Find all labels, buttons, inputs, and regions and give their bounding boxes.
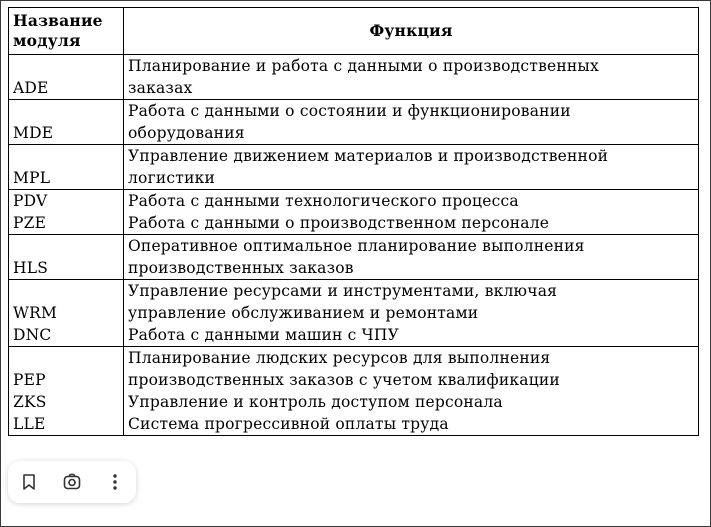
module-name: ZKS: [13, 393, 47, 411]
module-function-line: заказах: [128, 79, 193, 97]
module-name-cell: [9, 100, 124, 145]
header-module-name-line1: Название: [13, 11, 103, 30]
module-function-line: производственных заказов с учетом квалификации: [128, 371, 560, 389]
module-function-cell: [124, 100, 699, 145]
header-function: Функция: [124, 8, 699, 55]
module-name-cell: [9, 190, 124, 235]
lens-search-button[interactable]: [56, 466, 88, 498]
module-name: PZE: [13, 214, 47, 232]
more-options-button[interactable]: [99, 466, 131, 498]
module-name-cell: [9, 235, 124, 280]
module-function-line: Управление и контроль доступом персонала: [128, 393, 503, 411]
table-body: [9, 55, 699, 436]
module-name: ADE: [13, 79, 49, 97]
table-row: [9, 55, 699, 100]
module-function-cell: [124, 347, 699, 436]
module-function-line: логистики: [128, 169, 216, 187]
module-name: [13, 55, 119, 77]
module-function-cell: [124, 280, 699, 347]
table-row: [9, 100, 699, 145]
table-row: [9, 235, 699, 280]
module-name: [13, 145, 119, 167]
module-function-line: Планирование людских ресурсов для выполнения: [128, 349, 551, 367]
module-function-cell: [124, 145, 699, 190]
module-function-line: Работа с данными о состоянии и функционировании: [128, 102, 571, 120]
table-row: [9, 145, 699, 190]
module-name-cell: [9, 55, 124, 100]
module-name: [13, 280, 119, 302]
module-name: [13, 347, 119, 369]
module-name: WRM: [13, 304, 58, 322]
table-row: [9, 347, 699, 436]
image-action-toolbar: [8, 461, 136, 503]
module-function-line: Работа с данными о производственном персонале: [128, 214, 550, 232]
table-header-row: [9, 8, 699, 55]
module-function-line: Управление ресурсами и инструментами, включая: [128, 282, 558, 300]
module-function-cell: [124, 55, 699, 100]
module-name: [13, 235, 119, 257]
module-name: [13, 100, 119, 122]
module-function-line: оборудования: [128, 124, 245, 142]
module-name: MPL: [13, 169, 51, 187]
module-function-line: Оперативное оптимальное планирование выполнения: [128, 237, 585, 255]
module-function-cell: [124, 190, 699, 235]
module-function-line: Работа с данными технологического процесса: [128, 192, 519, 210]
bookmark-button[interactable]: [13, 466, 45, 498]
module-function-line: Работа с данными машин с ЧПУ: [128, 326, 399, 344]
module-name-cell: [9, 280, 124, 347]
table-row: [9, 190, 699, 235]
bookmark-icon: [19, 472, 39, 492]
table-row: [9, 280, 699, 347]
header-module-name: [9, 8, 124, 55]
modules-table: [8, 7, 699, 436]
module-function-line: Управление движением материалов и производственной: [128, 147, 609, 165]
module-name: MDE: [13, 124, 54, 142]
header-module-name-line2: модуля: [13, 31, 81, 50]
module-function-line: производственных заказов: [128, 259, 354, 277]
module-function-cell: [124, 235, 699, 280]
module-name-cell: [9, 347, 124, 436]
module-name: LLE: [13, 415, 46, 433]
module-name-cell: [9, 145, 124, 190]
module-name: DNC: [13, 326, 52, 344]
module-name: PDV: [13, 192, 48, 210]
module-function-line: управление обслуживанием и ремонтами: [128, 304, 479, 322]
lens-search-icon: [62, 472, 82, 492]
module-name: PEP: [13, 371, 46, 389]
module-function-line: Система прогрессивной оплаты труда: [128, 415, 449, 433]
module-name: HLS: [13, 259, 49, 277]
module-function-line: Планирование и работа с данными о производственных: [128, 57, 599, 75]
more-vertical-icon: [105, 472, 125, 492]
